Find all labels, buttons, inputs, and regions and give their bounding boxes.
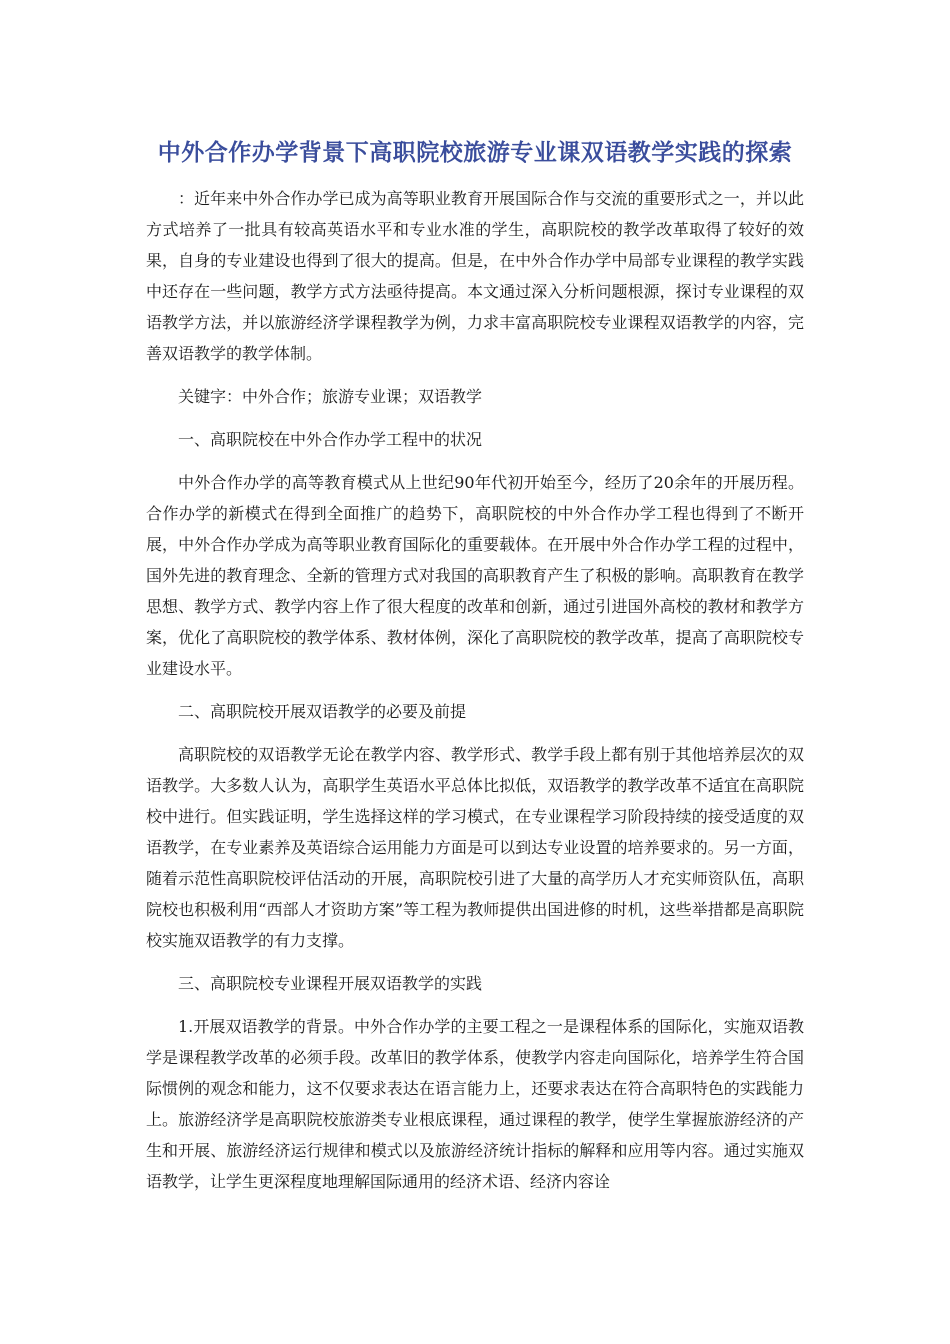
section-2-heading: 二、高职院校开展双语教学的必要及前提 bbox=[178, 702, 467, 721]
section-1-paragraph: 中外合作办学的高等教育模式从上世纪90年代初开始至今，经历了20余年的开展历程。合作办学的新模式在得到全面推广的趋势下，高职院校的中外合作办学工程也得到了不断开展，中外合作办学成为高等职业教育国际化的重要载体。在开展中外合作办学工程的过程中，国外先进的教育理念、全新的管理方式对我国的高职教育产生了积极的影响。高职教育在教学思想、教学方式、教学内容上作了很大程度的改革和创新，通过引进国外高校的教材和教学方案，优化了高职院校的教学体系、教材体例，深化了高职院校的教学改革，提高了高职院校专业建设水平。 bbox=[146, 473, 804, 678]
section-3-paragraph: 1.开展双语教学的背景。中外合作办学的主要工程之一是课程体系的国际化，实施双语教学是课程教学改革的必须手段。改革旧的教学体系，使教学内容走向国际化，培养学生符合国际惯例的观念和能力，这不仅要求表达在语言能力上，还要求表达在符合高职特色的实践能力上。旅游经济学是高职院校旅游类专业根底课程，通过课程的教学，使学生掌握旅游经济的产生和开展、旅游经济运行规律和模式以及旅游经济统计指标的解释和应用等内容。通过实施双语教学，让学生更深程度地理解国际通用的经济术语、经济内容诠 bbox=[146, 1017, 804, 1191]
document-body bbox=[146, 183, 804, 1197]
abstract-paragraph: ：近年来中外合作办学已成为高等职业教育开展国际合作与交流的重要形式之一，并以此方式培养了一批具有较高英语水平和专业水准的学生，高职院校的教学改革取得了较好的效果，自身的专业建设也得到了很大的提高。但是，在中外合作办学中局部专业课程的教学实践中还存在一些问题，教学方式方法亟待提高。本文通过深入分析问题根源，探讨专业课程的双语教学方法，并以旅游经济学课程教学为例，力求丰富高职院校专业课程双语教学的内容，完善双语教学的教学体制。 bbox=[146, 189, 804, 363]
document-title: 中外合作办学背景下高职院校旅游专业课双语教学实践的探索 bbox=[157, 140, 793, 166]
section-1-heading: 一、高职院校在中外合作办学工程中的状况 bbox=[178, 430, 483, 449]
keywords-paragraph: 关键字：中外合作；旅游专业课；双语教学 bbox=[178, 387, 483, 406]
section-2-paragraph: 高职院校的双语教学无论在教学内容、教学形式、教学手段上都有别于其他培养层次的双语教学。大多数人认为，高职学生英语水平总体比拟低，双语教学的教学改革不适宜在高职院校中进行。但实践证明，学生选择这样的学习模式，在专业课程学习阶段持续的接受适度的双语教学，在专业素养及英语综合运用能力方面是可以到达专业设置的培养要求的。另一方面，随着示范性高职院校评估活动的开展，高职院校引进了大量的高学历人才充实师资队伍，高职院校也积极利用“西部人才资助方案”等工程为教师提供出国进修的时机，这些举措都是高职院校实施双语教学的有力支撑。 bbox=[146, 745, 804, 950]
section-3-heading: 三、高职院校专业课程开展双语教学的实践 bbox=[178, 974, 483, 993]
